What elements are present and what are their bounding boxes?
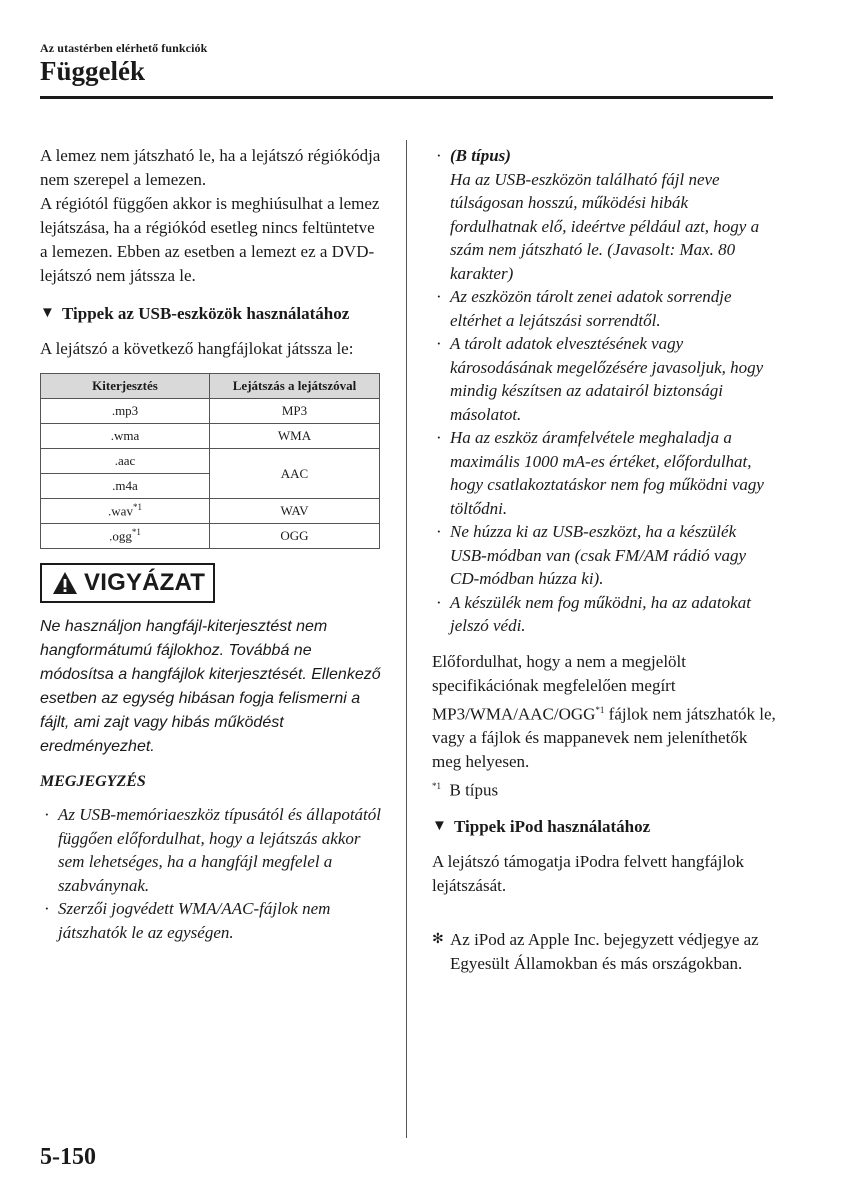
section-label: Az utastérben elérhető funkciók [40, 41, 208, 55]
left-column [40, 144, 385, 944]
table-cell-play: AAC [210, 449, 380, 499]
table-row [41, 399, 380, 424]
footnote [432, 774, 777, 803]
trademark-text: Az iPod az Apple Inc. bejegyzett védjegye az Egyesült Államokban és más országokban. [450, 929, 759, 973]
ipod-tips-heading [432, 815, 777, 838]
usb-tips-heading [40, 302, 385, 325]
caution-box [40, 563, 215, 603]
table-row [41, 424, 380, 449]
triangle-down-icon: ▼ [40, 305, 55, 321]
footnote-text: B típus [449, 780, 499, 800]
table-cell-ext: .m4a [41, 474, 210, 499]
table-cell-play: WMA [210, 424, 380, 449]
table-cell-ext [41, 524, 210, 549]
table-cell-ext: .mp3 [41, 399, 210, 424]
bullet-dot: · [44, 899, 50, 918]
note-text: Szerzői jogvédett WMA/AAC-fájlok nem játszhatók le az egységen. [58, 899, 331, 942]
bullet-text: A tárolt adatok elvesztésének vagy károsodásának megelőzésére javasoljuk, hogy mindig készítsen az adatairól biztonsági másolatot. [450, 334, 764, 424]
note-text: Az USB-memóriaeszköz típusától és állapotától függően előfordulhat, hogy a lejátszás akkor sem lehetséges, ha a hangfájl megfelel a szabványnak. [58, 805, 381, 895]
footnote-marker: *1 [595, 704, 605, 715]
bullet-text: A készülék nem fog működni, ha az adatokat jelszó védi. [450, 592, 751, 635]
bullet-text: Ne húzza ki az USB-eszközt, ha a készülék USB-módban van (csak FM/AM rádió vagy CD-módban húzza ki). [450, 522, 747, 588]
bullet-dot: · [44, 805, 50, 824]
header-rule [40, 96, 773, 99]
caution-label: VIGYÁZAT [84, 569, 206, 596]
table-row [41, 499, 380, 524]
table-cell-ext: .wma [41, 424, 210, 449]
file-format-table [40, 373, 380, 549]
asterisk-icon: ✻ [432, 931, 444, 947]
bullet-dot: · [436, 592, 442, 612]
note-heading: MEGJEGYZÉS [40, 773, 146, 790]
page-title: Függelék [40, 56, 145, 86]
list-item [40, 803, 385, 897]
spec-text-1: Előfordulhat, hogy a nem a megjelölt specifikációnak megfelelően megírt MP3/WMA/AAC/OGG [432, 651, 686, 724]
b-type-title: (B típus) [450, 146, 511, 165]
table-header-row [41, 374, 380, 399]
table-header-playback: Lejátszás a lejátszóval [210, 374, 380, 399]
page-number: 5-150 [40, 1144, 96, 1170]
note-list [40, 803, 385, 944]
ipod-tips-heading-text: Tippek iPod használatához [454, 816, 651, 836]
column-divider [406, 140, 407, 1138]
intro-paragraph-1: A lemez nem játszható le, ha a lejátszó régiókódja nem szerepel a lemezen. [40, 146, 381, 189]
ipod-text: A lejátszó támogatja iPodra felvett hangfájlok lejátszását. [432, 851, 745, 895]
table-row [41, 524, 380, 549]
table-header-extension: Kiterjesztés [41, 374, 210, 399]
bullet-dot: · [436, 522, 442, 541]
table-cell-play: WAV [210, 499, 380, 524]
spec-paragraph [432, 650, 777, 775]
bullet-dot: · [436, 428, 442, 447]
list-item [432, 591, 777, 638]
list-item [432, 144, 777, 285]
b-type-text: Ha az USB-eszközön található fájl neve túlságosan hosszú, működési hibák fordulhatnak elő, ideértve például azt, hogy a szám nem játszható le. (Javasolt: Max. 80 karakter) [450, 169, 760, 283]
footnote-marker: *1 [132, 502, 142, 513]
list-item [432, 332, 777, 426]
intro-paragraph-2: A régiótól függően akkor is meghiúsulhat a lemez lejátszása, ha a régiókód esetleg nincs feltüntetve a lemezen. Ebben az esetben a lemezt ez a DVD-lejátszó nem játssza le. [40, 194, 380, 285]
list-item [40, 897, 385, 944]
table-cell-ext-text: .wav [108, 503, 133, 519]
list-item [432, 426, 777, 520]
footnote-marker: *1 [432, 781, 441, 792]
footnote-marker: *1 [131, 527, 141, 538]
trademark-note [432, 928, 777, 976]
bullet-dot: · [436, 287, 442, 306]
bullet-text: Az eszközön tárolt zenei adatok sorrendje eltérhet a lejátszási sorrendtől. [450, 287, 732, 330]
table-cell-play: MP3 [210, 399, 380, 424]
table-cell-play: OGG [210, 524, 380, 549]
usb-intro-text: A lejátszó a következő hangfájlokat játssza le: [40, 339, 354, 358]
spec-text-2: fájlok nem játszhatók le, vagy a fájlok és mappanevek nem jeleníthetők meg helyesen. [432, 704, 776, 772]
bullet-dot: · [436, 334, 442, 353]
bullet-dot: · [436, 146, 442, 165]
caution-text: Ne használjon hangfájl-kiterjesztést nem hangformátumú fájlokhoz. Továbbá ne módosítsa a hangfájlok kiterjesztését. Ellenkező esetben az egység hibásan fogja felismerni a fájlt, ami zajt vagy hibás működést eredményezhet. [40, 618, 381, 755]
table-cell-ext-text: .ogg [109, 528, 132, 544]
bullet-text: Ha az eszköz áramfelvétele meghaladja a maximális 1000 mA-es értéket, előfordulhat, hogy csatlakoztatáskor nem fog működni vagy töltődni. [450, 428, 764, 518]
warning-triangle-icon [52, 571, 78, 595]
table-cell-ext: .aac [41, 449, 210, 474]
usb-tips-heading-text: Tippek az USB-eszközök használatához [62, 304, 350, 323]
table-cell-ext [41, 499, 210, 524]
list-item [432, 285, 777, 332]
right-column [432, 144, 777, 976]
table-row [41, 449, 380, 474]
triangle-down-icon: ▼ [432, 817, 447, 834]
list-item [432, 520, 777, 591]
